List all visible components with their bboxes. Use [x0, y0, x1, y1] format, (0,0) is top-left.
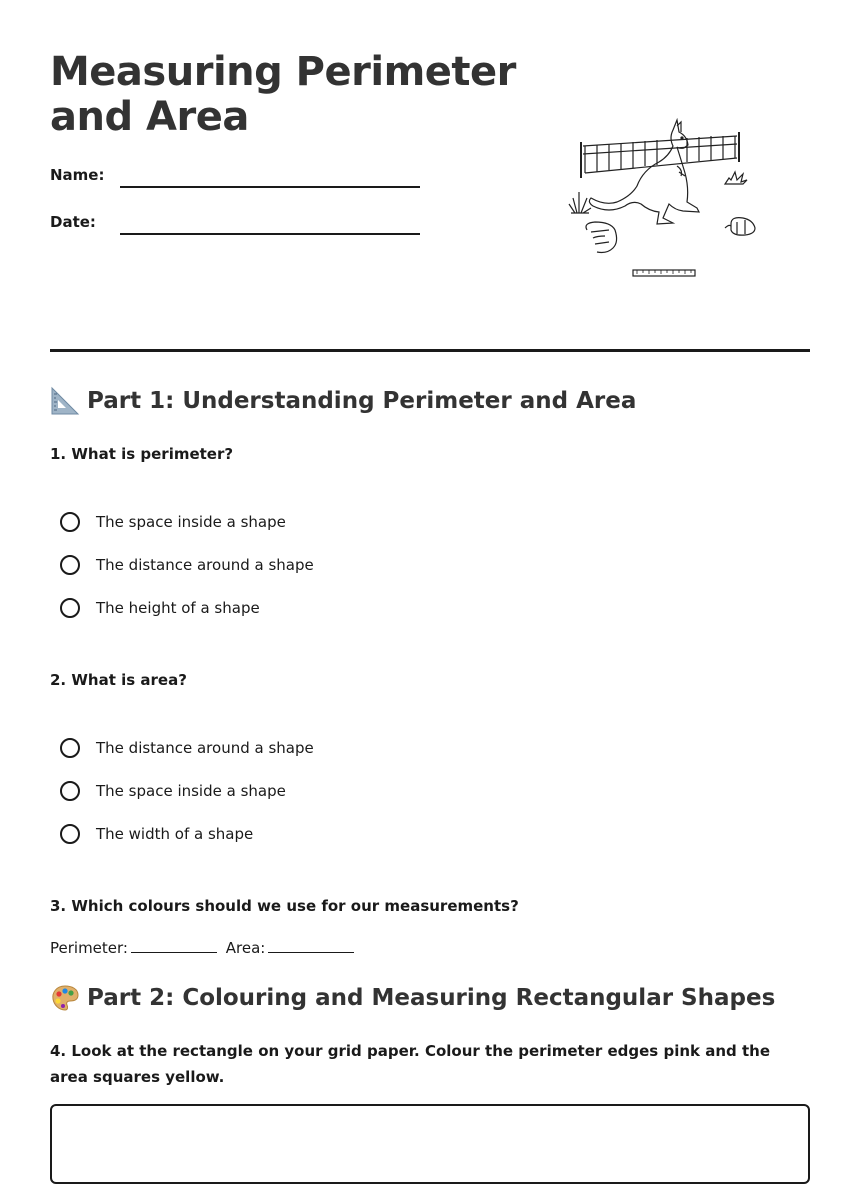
q2-option-1[interactable]	[60, 735, 314, 761]
answer-box[interactable]	[50, 1104, 810, 1184]
radio-circle[interactable]	[60, 738, 80, 758]
question-2-text: 2. What is area?	[50, 671, 187, 689]
date-input-line[interactable]	[120, 233, 420, 235]
option-label: The distance around a shape	[96, 556, 314, 574]
part1-heading-text: Part 1: Understanding Perimeter and Area	[87, 388, 637, 414]
radio-circle[interactable]	[60, 598, 80, 618]
kangaroo-illustration	[565, 118, 765, 283]
option-label: The width of a shape	[96, 825, 254, 843]
option-label: The space inside a shape	[96, 782, 286, 800]
q1-option-2[interactable]	[60, 552, 314, 578]
area-colour-blank[interactable]	[268, 936, 354, 953]
perimeter-colour-blank[interactable]	[131, 936, 217, 953]
question-4-text: 4. Look at the rectangle on your grid paper. Colour the perimeter edges pink and the area squares yellow.	[50, 1042, 770, 1086]
option-label: The space inside a shape	[96, 513, 286, 531]
radio-circle[interactable]	[60, 781, 80, 801]
part2-heading-text: Part 2: Colouring and Measuring Rectangular Shapes	[87, 985, 776, 1011]
q1-option-1[interactable]	[60, 509, 286, 535]
radio-circle[interactable]	[60, 512, 80, 532]
option-label: The distance around a shape	[96, 739, 314, 757]
kangaroo-drawing	[589, 120, 699, 224]
part2-heading	[50, 983, 775, 1013]
artist-palette-icon	[50, 983, 80, 1013]
name-input-line[interactable]	[120, 186, 420, 188]
question-3-text: 3. Which colours should we use for our measurements?	[50, 897, 519, 915]
radio-circle[interactable]	[60, 555, 80, 575]
area-blank-label: Area:	[225, 939, 266, 957]
name-label: Name:	[50, 166, 105, 184]
page-title: Measuring Perimeter and Area	[50, 49, 516, 140]
measuring-tape-drawing	[586, 218, 755, 276]
q2-option-3[interactable]	[60, 821, 253, 847]
date-field	[50, 213, 430, 243]
triangle-ruler-icon	[50, 386, 80, 416]
name-field	[50, 166, 430, 196]
q2-option-2[interactable]	[60, 778, 286, 804]
fence-drawing	[581, 132, 739, 178]
part1-heading	[50, 386, 636, 416]
question-1-text: 1. What is perimeter?	[50, 445, 234, 463]
q1-option-3[interactable]	[60, 595, 260, 621]
radio-circle[interactable]	[60, 824, 80, 844]
colour-answer-blanks	[50, 936, 358, 957]
header-divider	[50, 349, 810, 352]
date-label: Date:	[50, 213, 96, 231]
option-label: The height of a shape	[96, 599, 260, 617]
perimeter-blank-label: Perimeter:	[50, 939, 128, 957]
